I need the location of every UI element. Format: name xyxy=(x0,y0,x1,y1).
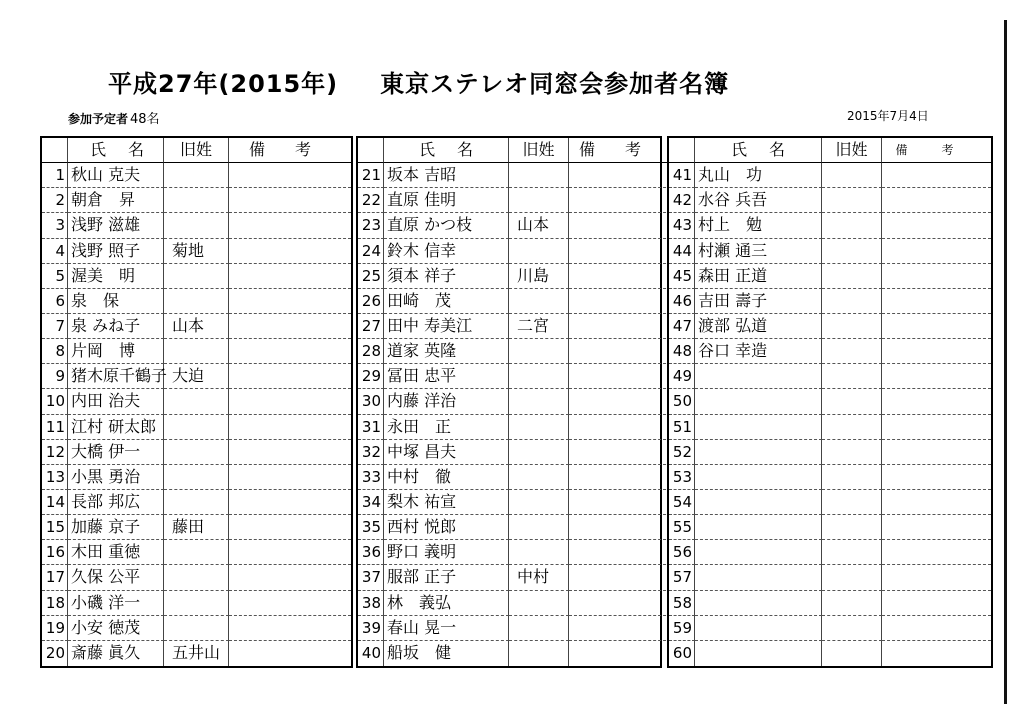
row-number: 18 xyxy=(42,591,68,616)
participant-name: 吉田 壽子 xyxy=(695,289,822,314)
participant-name: 大橋 伊一 xyxy=(68,440,164,465)
participant-name: 村瀬 通三 xyxy=(695,239,822,264)
header-name: 氏名 xyxy=(695,138,822,163)
header-number xyxy=(358,138,384,163)
old-surname: 菊地 xyxy=(164,239,229,264)
row-number: 24 xyxy=(358,239,384,264)
old-surname xyxy=(822,515,882,540)
participant-name xyxy=(695,641,822,666)
planned-count: 48名 xyxy=(130,112,160,127)
row-number: 20 xyxy=(42,641,68,666)
old-surname xyxy=(822,641,882,666)
row-number: 29 xyxy=(358,364,384,389)
row-number: 46 xyxy=(669,289,695,314)
row-number: 51 xyxy=(669,415,695,440)
old-surname: 川島 xyxy=(509,264,569,289)
header-name: 氏名 xyxy=(384,138,509,163)
row-number: 60 xyxy=(669,641,695,666)
participant-name: 野口 義明 xyxy=(384,540,509,565)
row-number: 22 xyxy=(358,188,384,213)
notes-cell xyxy=(882,490,991,515)
header-old-surname: 旧姓 xyxy=(509,138,569,163)
notes-cell xyxy=(569,264,671,289)
notes-cell xyxy=(882,515,991,540)
old-surname xyxy=(164,289,229,314)
participant-name: 加藤 京子 xyxy=(68,515,164,540)
row-number: 30 xyxy=(358,389,384,414)
participant-name xyxy=(695,415,822,440)
old-surname xyxy=(509,188,569,213)
notes-cell xyxy=(229,289,351,314)
notes-cell xyxy=(229,465,351,490)
participant-name: 長部 邦広 xyxy=(68,490,164,515)
row-number: 40 xyxy=(358,641,384,666)
participant-name: 小磯 洋一 xyxy=(68,591,164,616)
participant-name: 須本 祥子 xyxy=(384,264,509,289)
notes-cell xyxy=(882,163,991,188)
notes-cell xyxy=(229,616,351,641)
row-number: 39 xyxy=(358,616,384,641)
participant-name: 村上 勉 xyxy=(695,213,822,238)
planned-label: 参加予定者 xyxy=(68,112,129,126)
row-number: 8 xyxy=(42,339,68,364)
row-number: 23 xyxy=(358,213,384,238)
old-surname xyxy=(822,314,882,339)
participant-name: 西村 悦郎 xyxy=(384,515,509,540)
old-surname xyxy=(509,289,569,314)
old-surname xyxy=(164,465,229,490)
participant-name: 猪木原千鶴子 xyxy=(68,364,164,389)
notes-cell xyxy=(882,565,991,590)
header-notes: 備考 xyxy=(229,138,351,163)
old-surname xyxy=(822,289,882,314)
row-number: 53 xyxy=(669,465,695,490)
participant-name: 丸山 功 xyxy=(695,163,822,188)
row-number: 19 xyxy=(42,616,68,641)
notes-cell xyxy=(569,213,671,238)
row-number: 38 xyxy=(358,591,384,616)
old-surname: 大迫 xyxy=(164,364,229,389)
header-number xyxy=(669,138,695,163)
notes-cell xyxy=(229,641,351,666)
notes-cell xyxy=(882,616,991,641)
participant-name: 小黒 勇治 xyxy=(68,465,164,490)
participant-name: 秋山 克夫 xyxy=(68,163,164,188)
notes-cell xyxy=(229,239,351,264)
participant-name: 久保 公平 xyxy=(68,565,164,590)
participant-name: 渡部 弘道 xyxy=(695,314,822,339)
old-surname xyxy=(509,239,569,264)
participant-name xyxy=(695,364,822,389)
participant-name: 江村 研太郎 xyxy=(68,415,164,440)
row-number: 34 xyxy=(358,490,384,515)
old-surname xyxy=(509,641,569,666)
participant-name xyxy=(695,540,822,565)
old-surname xyxy=(509,616,569,641)
old-surname xyxy=(164,415,229,440)
notes-cell xyxy=(229,440,351,465)
old-surname xyxy=(509,364,569,389)
participant-name: 渥美 明 xyxy=(68,264,164,289)
notes-cell xyxy=(882,364,991,389)
participant-name: 木田 重徳 xyxy=(68,540,164,565)
notes-cell xyxy=(569,239,671,264)
row-number: 31 xyxy=(358,415,384,440)
participant-name: 梨木 祐宣 xyxy=(384,490,509,515)
participant-name: 船坂 健 xyxy=(384,641,509,666)
participant-name: 田中 寿美江 xyxy=(384,314,509,339)
notes-cell xyxy=(569,440,671,465)
old-surname xyxy=(164,440,229,465)
old-surname: 藤田 xyxy=(164,515,229,540)
old-surname xyxy=(822,490,882,515)
row-number: 15 xyxy=(42,515,68,540)
participant-name: 浅野 照子 xyxy=(68,239,164,264)
notes-cell xyxy=(569,465,671,490)
old-surname xyxy=(822,415,882,440)
participant-name: 泉 保 xyxy=(68,289,164,314)
notes-cell xyxy=(882,264,991,289)
row-number: 54 xyxy=(669,490,695,515)
participant-name: 内藤 洋治 xyxy=(384,389,509,414)
notes-cell xyxy=(569,289,671,314)
notes-cell xyxy=(569,515,671,540)
old-surname xyxy=(509,415,569,440)
old-surname: 中村 xyxy=(509,565,569,590)
row-number: 44 xyxy=(669,239,695,264)
row-number: 11 xyxy=(42,415,68,440)
participant-name: 中村 徹 xyxy=(384,465,509,490)
old-surname xyxy=(509,465,569,490)
old-surname xyxy=(822,163,882,188)
document-date: 2015年7月4日 xyxy=(847,109,929,123)
old-surname xyxy=(164,339,229,364)
participant-name: 服部 正子 xyxy=(384,565,509,590)
old-surname xyxy=(822,565,882,590)
row-number: 6 xyxy=(42,289,68,314)
planned-participants xyxy=(68,108,160,127)
participant-name: 内田 治夫 xyxy=(68,389,164,414)
notes-cell xyxy=(882,188,991,213)
row-number: 42 xyxy=(669,188,695,213)
old-surname xyxy=(822,213,882,238)
row-number: 47 xyxy=(669,314,695,339)
old-surname xyxy=(509,490,569,515)
row-number: 48 xyxy=(669,339,695,364)
roster-table-3 xyxy=(667,136,993,668)
old-surname xyxy=(509,163,569,188)
old-surname xyxy=(822,239,882,264)
notes-cell xyxy=(882,339,991,364)
row-number: 16 xyxy=(42,540,68,565)
old-surname xyxy=(164,616,229,641)
participant-name: 中塚 昌夫 xyxy=(384,440,509,465)
row-number: 57 xyxy=(669,565,695,590)
old-surname xyxy=(164,264,229,289)
header-name: 氏名 xyxy=(68,138,164,163)
old-surname xyxy=(822,364,882,389)
row-number: 36 xyxy=(358,540,384,565)
old-surname xyxy=(822,188,882,213)
old-surname xyxy=(509,389,569,414)
scan-edge-line xyxy=(1004,20,1007,704)
participant-name: 水谷 兵吾 xyxy=(695,188,822,213)
old-surname: 山本 xyxy=(164,314,229,339)
row-number: 56 xyxy=(669,540,695,565)
participant-name: 浅野 滋雄 xyxy=(68,213,164,238)
title-main: 東京ステレオ同窓会参加者名簿 xyxy=(380,70,730,98)
notes-cell xyxy=(882,641,991,666)
row-number: 3 xyxy=(42,213,68,238)
old-surname xyxy=(509,440,569,465)
row-number: 13 xyxy=(42,465,68,490)
row-number: 33 xyxy=(358,465,384,490)
old-surname xyxy=(164,540,229,565)
notes-cell xyxy=(882,289,991,314)
row-number: 55 xyxy=(669,515,695,540)
row-number: 37 xyxy=(358,565,384,590)
old-surname xyxy=(164,213,229,238)
participant-name xyxy=(695,616,822,641)
old-surname: 山本 xyxy=(509,213,569,238)
participant-name: 朝倉 昇 xyxy=(68,188,164,213)
page-title xyxy=(108,64,729,99)
notes-cell xyxy=(882,213,991,238)
participant-name: 春山 晃一 xyxy=(384,616,509,641)
old-surname xyxy=(822,440,882,465)
old-surname xyxy=(164,163,229,188)
roster-table-1 xyxy=(40,136,353,668)
row-number: 32 xyxy=(358,440,384,465)
notes-cell xyxy=(569,389,671,414)
row-number: 27 xyxy=(358,314,384,339)
notes-cell xyxy=(882,440,991,465)
participant-name: 谷口 幸造 xyxy=(695,339,822,364)
notes-cell xyxy=(229,364,351,389)
old-surname xyxy=(822,465,882,490)
participant-name: 直原 佳明 xyxy=(384,188,509,213)
row-number: 10 xyxy=(42,389,68,414)
notes-cell xyxy=(882,389,991,414)
notes-cell xyxy=(569,490,671,515)
row-number: 28 xyxy=(358,339,384,364)
participant-name xyxy=(695,465,822,490)
participant-name xyxy=(695,490,822,515)
row-number: 52 xyxy=(669,440,695,465)
participant-name xyxy=(695,440,822,465)
participant-name: 田崎 茂 xyxy=(384,289,509,314)
header-old-surname: 旧姓 xyxy=(822,138,882,163)
old-surname xyxy=(509,540,569,565)
participant-name: 泉 みね子 xyxy=(68,314,164,339)
header-number xyxy=(42,138,68,163)
participant-name xyxy=(695,389,822,414)
row-number: 12 xyxy=(42,440,68,465)
row-number: 9 xyxy=(42,364,68,389)
participant-name: 永田 正 xyxy=(384,415,509,440)
row-number: 1 xyxy=(42,163,68,188)
old-surname xyxy=(164,591,229,616)
notes-cell xyxy=(229,515,351,540)
row-number: 49 xyxy=(669,364,695,389)
header-notes: 備考 xyxy=(882,138,991,163)
notes-cell xyxy=(882,540,991,565)
notes-cell xyxy=(569,641,671,666)
notes-cell xyxy=(569,540,671,565)
row-number: 45 xyxy=(669,264,695,289)
notes-cell xyxy=(229,540,351,565)
row-number: 17 xyxy=(42,565,68,590)
old-surname xyxy=(509,591,569,616)
notes-cell xyxy=(569,591,671,616)
notes-cell xyxy=(882,314,991,339)
notes-cell xyxy=(569,364,671,389)
old-surname xyxy=(509,515,569,540)
row-number: 41 xyxy=(669,163,695,188)
row-number: 35 xyxy=(358,515,384,540)
old-surname xyxy=(822,616,882,641)
notes-cell xyxy=(229,314,351,339)
row-number: 5 xyxy=(42,264,68,289)
old-surname xyxy=(822,389,882,414)
participant-name xyxy=(695,591,822,616)
notes-cell xyxy=(229,339,351,364)
participant-name: 道家 英隆 xyxy=(384,339,509,364)
notes-cell xyxy=(882,415,991,440)
row-number: 59 xyxy=(669,616,695,641)
row-number: 58 xyxy=(669,591,695,616)
participant-name xyxy=(695,565,822,590)
notes-cell xyxy=(569,314,671,339)
header-notes: 備考 xyxy=(569,138,671,163)
participant-name: 斎藤 眞久 xyxy=(68,641,164,666)
participant-name: 森田 正道 xyxy=(695,264,822,289)
notes-cell xyxy=(569,339,671,364)
participant-name: 林 義弘 xyxy=(384,591,509,616)
row-number: 26 xyxy=(358,289,384,314)
row-number: 25 xyxy=(358,264,384,289)
notes-cell xyxy=(229,213,351,238)
participant-name xyxy=(695,515,822,540)
notes-cell xyxy=(229,188,351,213)
row-number: 2 xyxy=(42,188,68,213)
participant-name: 直原 かつ枝 xyxy=(384,213,509,238)
old-surname xyxy=(822,264,882,289)
header-old-surname: 旧姓 xyxy=(164,138,229,163)
title-year: 平成27年(2015年) xyxy=(108,70,339,98)
old-surname xyxy=(822,591,882,616)
notes-cell xyxy=(882,465,991,490)
notes-cell xyxy=(569,565,671,590)
old-surname xyxy=(164,389,229,414)
notes-cell xyxy=(569,415,671,440)
notes-cell xyxy=(229,389,351,414)
row-number: 50 xyxy=(669,389,695,414)
notes-cell xyxy=(569,616,671,641)
row-number: 4 xyxy=(42,239,68,264)
notes-cell xyxy=(229,490,351,515)
row-number: 43 xyxy=(669,213,695,238)
notes-cell xyxy=(882,591,991,616)
notes-cell xyxy=(229,163,351,188)
participant-name: 冨田 忠平 xyxy=(384,364,509,389)
participant-name: 小安 徳茂 xyxy=(68,616,164,641)
notes-cell xyxy=(569,188,671,213)
row-number: 7 xyxy=(42,314,68,339)
old-surname xyxy=(509,339,569,364)
participant-name: 片岡 博 xyxy=(68,339,164,364)
old-surname xyxy=(164,565,229,590)
roster-table-2 xyxy=(356,136,672,668)
notes-cell xyxy=(229,591,351,616)
participant-name: 鈴木 信幸 xyxy=(384,239,509,264)
notes-cell xyxy=(569,163,671,188)
old-surname: 五井山 xyxy=(164,641,229,666)
notes-cell xyxy=(882,239,991,264)
old-surname xyxy=(164,188,229,213)
row-number: 14 xyxy=(42,490,68,515)
row-number: 21 xyxy=(358,163,384,188)
old-surname xyxy=(822,540,882,565)
old-surname xyxy=(822,339,882,364)
participant-name: 坂本 吉昭 xyxy=(384,163,509,188)
notes-cell xyxy=(229,415,351,440)
notes-cell xyxy=(229,565,351,590)
notes-cell xyxy=(229,264,351,289)
old-surname xyxy=(164,490,229,515)
old-surname: 二宮 xyxy=(509,314,569,339)
